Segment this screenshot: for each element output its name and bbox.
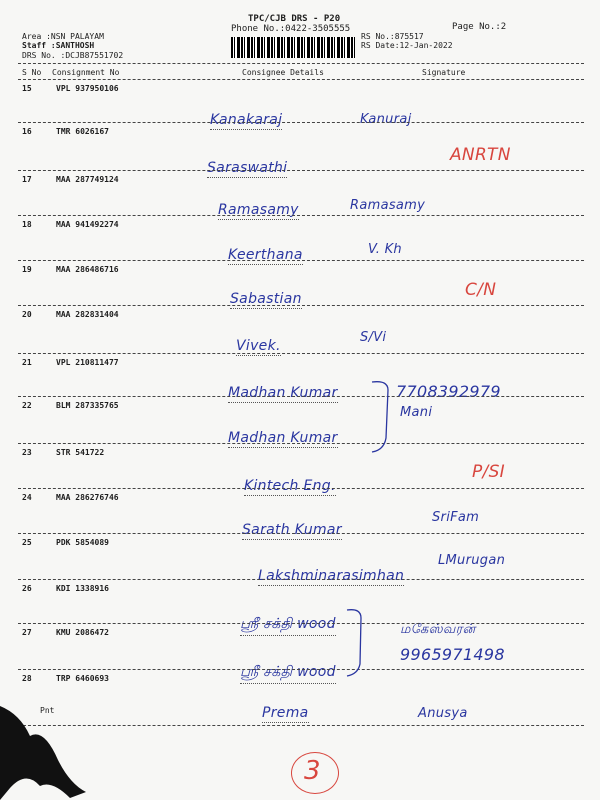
consignee-name: Kanakaraj	[210, 112, 283, 128]
consignee-name: Sarath Kumar	[242, 522, 342, 538]
consignee-name: Saraswathi	[207, 160, 288, 176]
row-sno: 18	[22, 220, 32, 229]
barcode	[231, 37, 355, 58]
row-sno: 28	[22, 674, 32, 683]
phone-handwritten: 9965971498	[400, 645, 505, 664]
consignee-name: Kintech Eng.	[244, 478, 336, 494]
row-sno: 23	[22, 448, 32, 457]
consignee-name: ஸ்ரீ சக்தி wood	[240, 664, 336, 684]
row-consignment: KMU 2086472	[56, 628, 109, 637]
row-sno: 25	[22, 538, 32, 547]
consignee-name: Madhan Kumar	[228, 430, 338, 446]
row-sno: 24	[22, 493, 32, 502]
row-divider	[18, 579, 584, 580]
row-divider	[18, 533, 584, 534]
row-divider	[18, 353, 584, 354]
row-sno: 26	[22, 584, 32, 593]
row-sno: 27	[22, 628, 32, 637]
signature-scrawl: மகேஸ்வரன்	[400, 622, 476, 637]
phone-number: Phone No.:0422-3505555	[231, 24, 351, 34]
signature-scrawl: Kanuraj	[360, 112, 412, 127]
row-sno: 19	[22, 265, 32, 274]
row-sno: 15	[22, 84, 32, 93]
consignee-name: Keerthana	[228, 247, 303, 263]
row-divider	[18, 215, 584, 216]
doc-title: TPC/CJB DRS - P20	[248, 14, 341, 24]
status-note: ANRTN	[450, 145, 511, 165]
row-divider	[18, 305, 584, 306]
ink-smudge	[0, 700, 90, 800]
row-consignment: STR 541722	[56, 448, 105, 457]
signature-scrawl: SriFam	[432, 510, 480, 525]
status-note: C/N	[465, 280, 497, 300]
rs-date: RS Date:12-Jan-2022	[361, 41, 453, 50]
row-consignment: MAA 941492274	[56, 220, 119, 229]
signature-scrawl: Ramasamy	[350, 198, 426, 213]
consignee-name: Vivek.	[236, 338, 281, 354]
row-consignment: BLM 287335765	[56, 401, 119, 410]
row-sno: 21	[22, 358, 32, 367]
row-sno: 20	[22, 310, 32, 319]
consignee-name: Lakshminarasimhan	[258, 568, 405, 584]
signature-scrawl: Anusya	[418, 706, 468, 721]
column-divider	[18, 79, 584, 80]
row-consignment: VPL 937950106	[56, 84, 119, 93]
phone-handwritten: 7708392979	[396, 382, 501, 401]
consignee-name: Ramasamy	[218, 202, 299, 218]
page-mark: 3	[304, 756, 321, 786]
row-divider	[18, 623, 584, 624]
drs-number: DRS No. :DCJB87551702	[22, 51, 124, 60]
header-divider	[18, 63, 584, 64]
row-divider	[18, 725, 584, 726]
row-divider	[18, 396, 584, 397]
row-divider	[18, 170, 584, 171]
bracket-mark-2	[345, 606, 369, 680]
staff-label: Staff :SANTHOSH	[22, 41, 95, 50]
row-consignment: VPL 210811477	[56, 358, 119, 367]
row-divider	[18, 122, 584, 123]
consignee-name: Sabastian	[230, 291, 302, 307]
col-consignee: Consignee Details	[242, 68, 324, 77]
row-sno: 16	[22, 127, 32, 136]
consignee-name: Prema	[262, 705, 309, 721]
row-consignment: TRP 6460693	[56, 674, 109, 683]
row-consignment: MAA 287749124	[56, 175, 119, 184]
signature-scrawl: V. Kh	[368, 242, 402, 257]
row-consignment: MAA 286276746	[56, 493, 119, 502]
consignee-name: Madhan Kumar	[228, 385, 338, 401]
status-note: P/SI	[472, 462, 505, 482]
row-divider	[18, 260, 584, 261]
row-sno: 22	[22, 401, 32, 410]
bracket-mark	[370, 378, 400, 458]
row-consignment: MAA 282831404	[56, 310, 119, 319]
row-consignment: MAA 286486716	[56, 265, 119, 274]
consignee-name: ஸ்ரீ சக்தி wood	[240, 616, 336, 636]
stray-mark: Pnt	[40, 706, 55, 715]
rs-number: RS No.:875517	[361, 32, 424, 41]
row-consignment: KDI 1338916	[56, 584, 109, 593]
signature-scrawl: Mani	[400, 405, 433, 420]
row-divider	[18, 488, 584, 489]
row-sno: 17	[22, 175, 32, 184]
col-consignment: Consignment No	[52, 68, 120, 77]
area-label: Area :NSN PALAYAM	[22, 32, 104, 41]
signature-scrawl: LMurugan	[438, 553, 506, 568]
row-consignment: TMR 6026167	[56, 127, 109, 136]
page-number: Page No.:2	[452, 22, 507, 32]
row-consignment: PDK 5854089	[56, 538, 109, 547]
row-divider	[18, 443, 584, 444]
signature-scrawl: S/Vi	[360, 330, 387, 345]
row-divider	[18, 669, 584, 670]
col-signature: Signature	[422, 68, 466, 77]
col-sno: S No	[22, 68, 42, 77]
